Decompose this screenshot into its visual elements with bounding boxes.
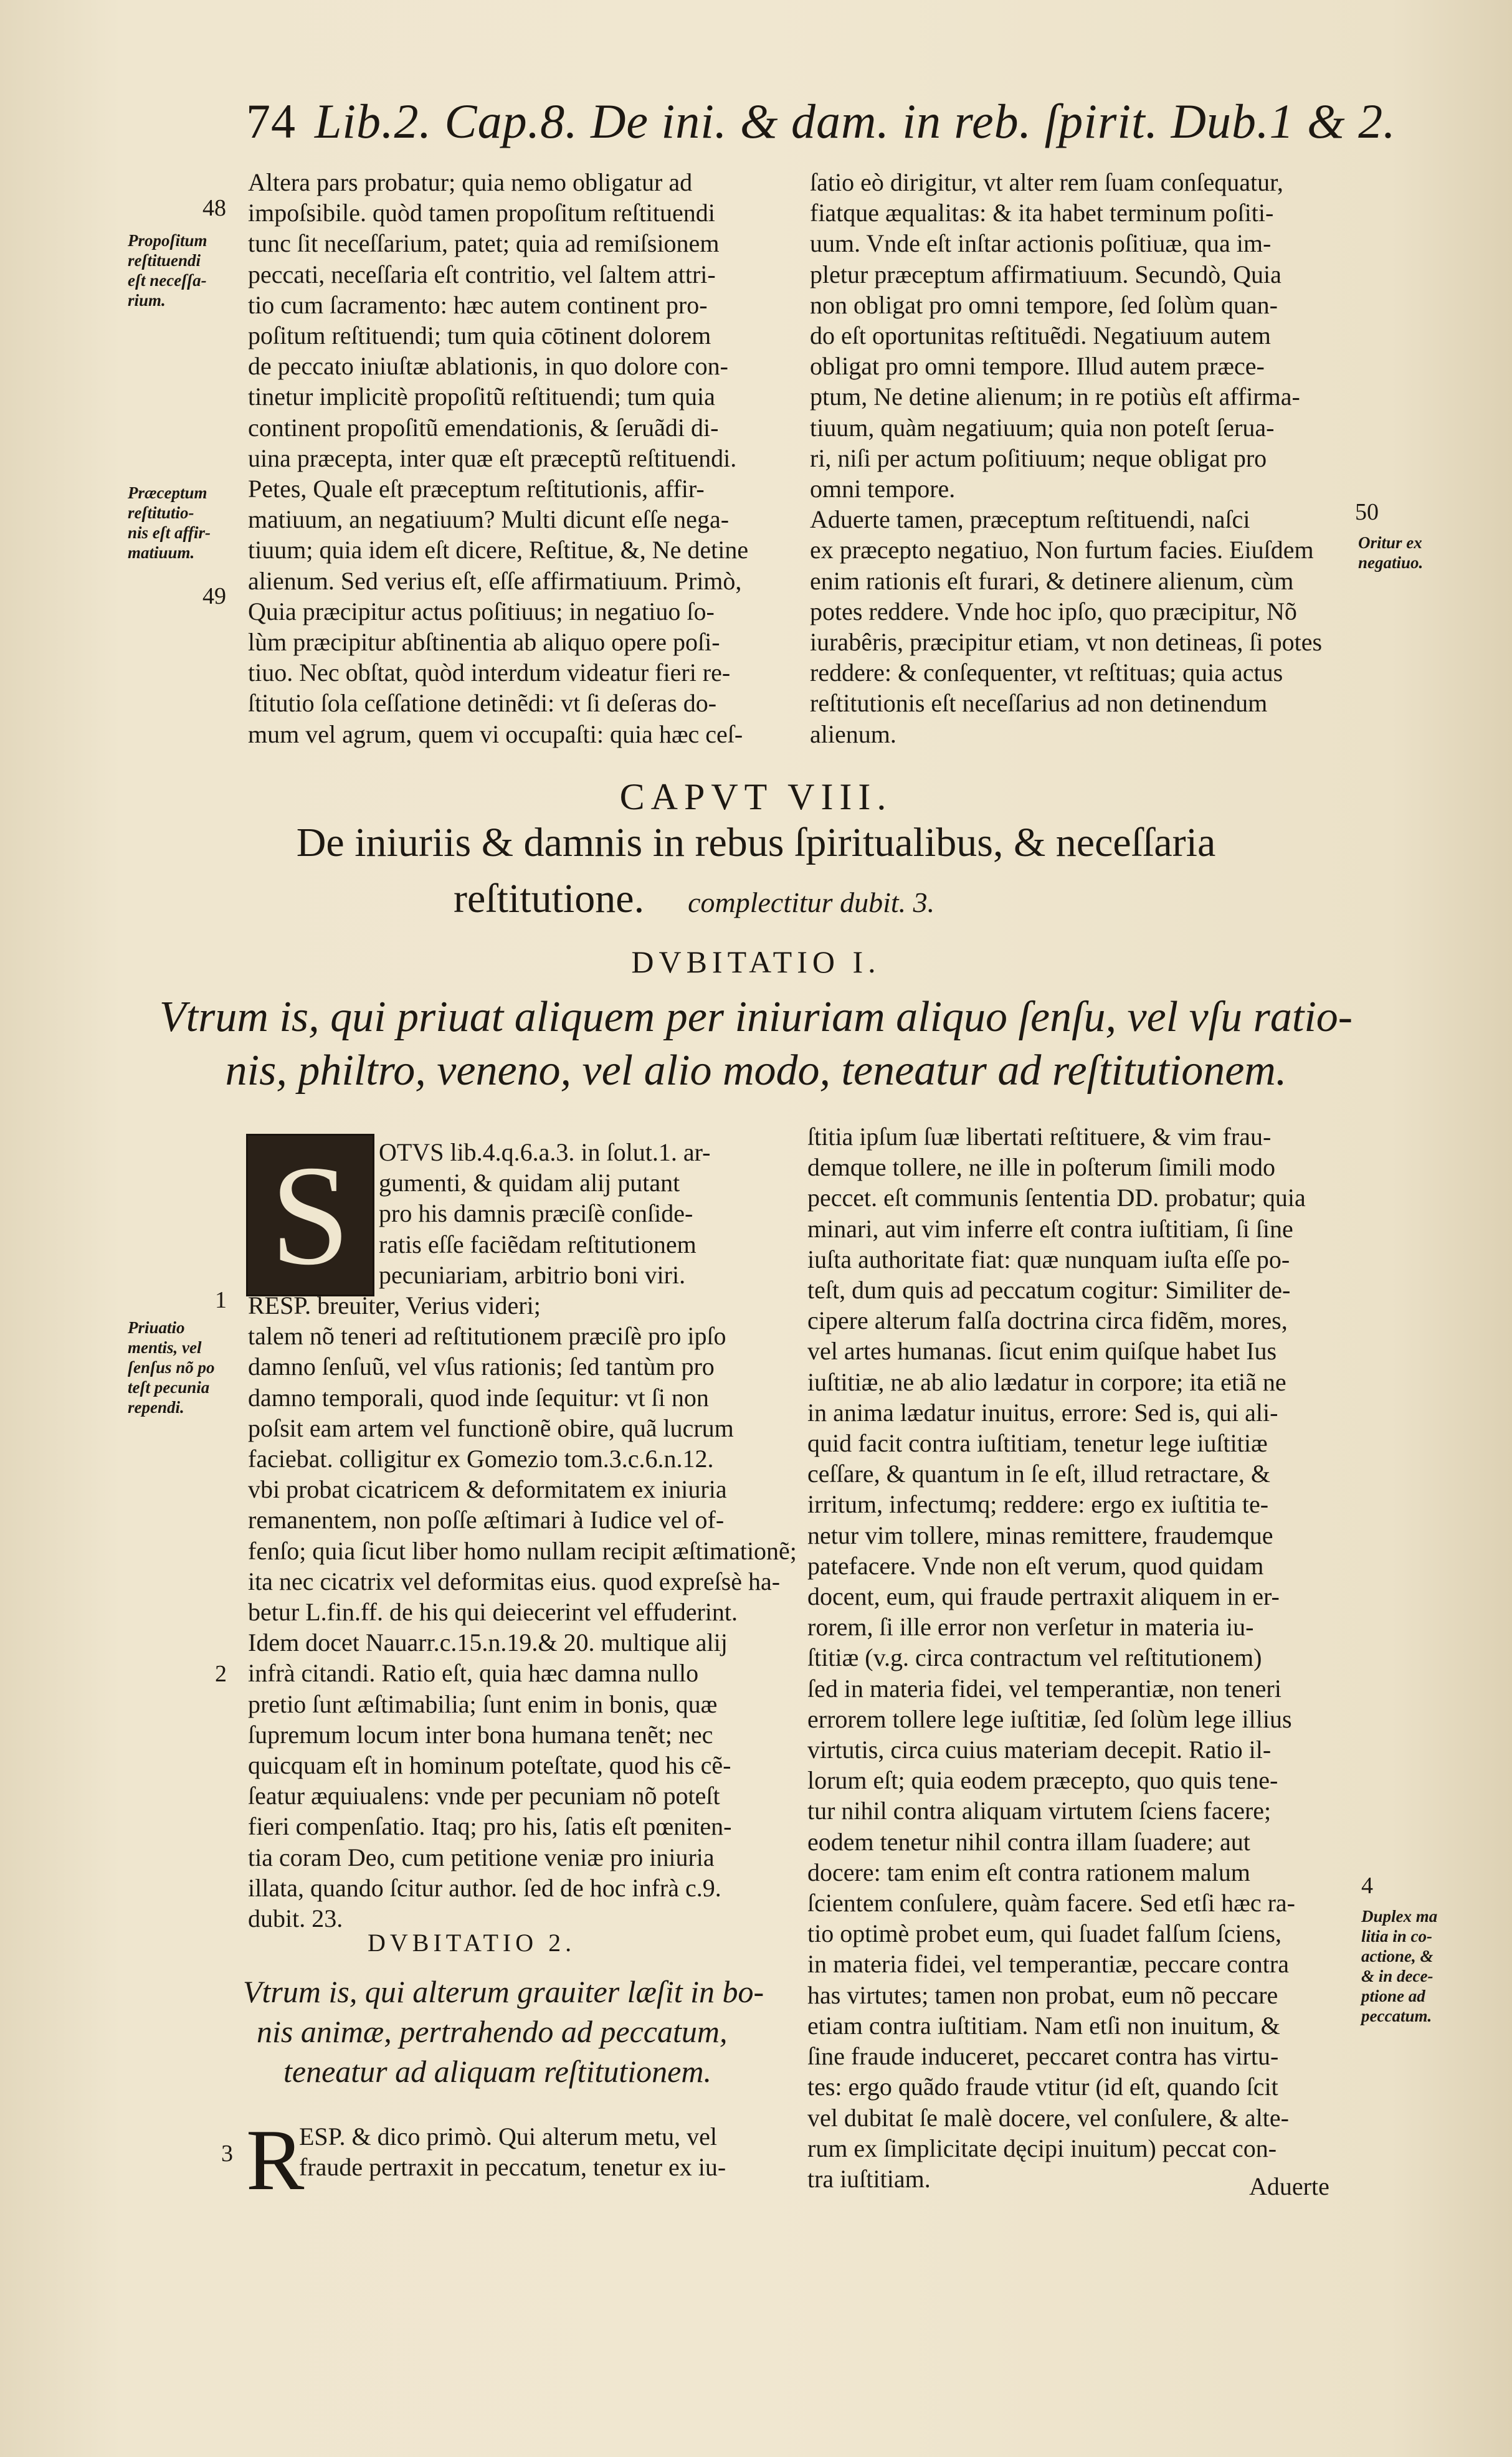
margin-number: 49 <box>202 583 226 609</box>
margin-number: 3 <box>221 2141 233 2167</box>
text-line: pretio ſunt æſtimabilia; ſunt enim in bonis, quæ <box>248 1689 718 1718</box>
dub2-text <box>299 2121 726 2182</box>
text-line: omni tempore. <box>810 475 956 503</box>
decorated-initial: S <box>246 1134 374 1296</box>
text-line: remanentem, non poſſe æſtimari à Iudice vel of- <box>248 1506 725 1534</box>
text-line: damno ſenſuũ, vel vſus rationis; ſed tantùm pro <box>248 1352 715 1381</box>
text-line: quid facit contra iuſtitiam, tenetur lege iuſtitiæ <box>807 1429 1268 1458</box>
text-line: do eſt oportunitas reſtituẽdi. Negatiuum autem <box>810 321 1271 350</box>
dubitatio-question: Vtrum is, qui alterum grauiter læſit in bo- nis animæ, pertrahendo ad peccatum, teneatur ad aliquam reſtitutionem. <box>243 1974 764 2089</box>
text-line: ſtitiæ (v.g. circa contractum vel reſtitutionem) <box>807 1643 1262 1672</box>
margin-note: Propoſitum reſtituendi eſt neceſſa- rium. <box>128 231 207 310</box>
margin-note: Præceptum reſtitutio- nis eſt affir- matiuum. <box>128 483 211 562</box>
text-line: docent, eum, qui fraude pertraxit aliquem in er- <box>807 1582 1280 1611</box>
text-line: quicquam eſt in hominum poteſtate, quod his cẽ- <box>248 1751 731 1780</box>
text-line: patefacere. Vnde non eſt verum, quod quidam <box>807 1551 1264 1580</box>
text-line: pletur præceptum affirmatiuum. Secundò, Quia <box>810 260 1281 288</box>
dubitatio-heading: DVBITATIO 2. <box>368 1929 576 1957</box>
text-line: potes reddere. Vnde hoc ipſo, quo præcipitur, Nõ <box>810 597 1297 625</box>
text-line: faciebat. colligitur ex Gomezio tom.3.c.6.n.12. <box>248 1445 714 1473</box>
text-line: continent propoſitũ emendationis, & ſeruãdi di- <box>248 413 719 442</box>
text-line: vel artes humanas. ſicut enim quiſque habet Ius <box>807 1337 1277 1366</box>
text-line: tes: ergo quãdo fraude vtitur (id eſt, quando ſcit <box>807 2073 1278 2101</box>
text-line: Petes, Quale eſt præceptum reſtitutionis, affir- <box>248 475 705 503</box>
text-line: etiam contra iuſtitiam. Nam etſi non inuitum, & <box>807 2011 1280 2040</box>
text-line: poſitum reſtituendi; tum quia cōtinent dolorem <box>248 321 711 350</box>
text-line: iurabêris, præcipitur etiam, vt non detineas, ſi potes <box>810 628 1323 657</box>
text-line: iuſtitiæ, ne ab alio lædatur in corpore; ita etiã ne <box>807 1367 1286 1396</box>
margin-note: Duplex ma litia in co- actione, & & in dece- ptione ad peccatum. <box>1361 1907 1438 2025</box>
text-line: tiuum; quia idem eſt dicere, Reſtitue, &, Ne detine <box>248 536 749 564</box>
text-line: reddere: & conſequenter, vt reſtituas; quia actus <box>810 658 1283 687</box>
text-line: OTVS lib.4.q.6.a.3. in ſolut.1. ar- <box>379 1138 711 1166</box>
text-line: virtutis, circa cuius materiam decepit. Ratio il- <box>807 1736 1272 1764</box>
text-line: Aduerte tamen, præceptum reſtituendi, naſci <box>810 505 1250 534</box>
margin-note: Priuatio mentis, vel ſenſus nõ po teſt pecunia rependi. <box>128 1318 215 1417</box>
dubitatio-heading: DVBITATIO I. <box>631 944 881 979</box>
text-line: vbi probat cicatricem & deformitatem ex iniuria <box>248 1475 727 1504</box>
text-line: ratis eſſe faciẽdam reſtitutionem <box>379 1230 697 1258</box>
text-line: ſatio eò dirigitur, vt alter rem ſuam conſequatur, <box>810 168 1283 196</box>
text-line: Altera pars probatur; quia nemo obligatur ad <box>248 168 693 196</box>
text-line: ita nec cicatrix vel deformitas eius. quod expreſsè ha- <box>248 1567 781 1595</box>
text-line: tio cum ſacramento: hæc autem continent pro- <box>248 290 708 319</box>
text-line: irritum, infectumq; reddere: ergo ex iuſtitia te- <box>807 1490 1269 1519</box>
text-line: alienum. Sed verius eſt, eſſe affirmatiuum. Primò, <box>248 566 742 595</box>
text-line: uina præcepta, inter quæ eſt præceptũ reſtituendi. <box>248 444 737 472</box>
chapter-scope: complectitur dubit. 3. <box>688 886 935 918</box>
text-line: alienum. <box>810 720 896 748</box>
text-line: enim rationis eſt furari, & detinere alienum, cùm <box>810 566 1294 595</box>
text-line: ſtitutio ſola ceſſatione detinẽdi: vt ſi deſeras do- <box>248 689 717 718</box>
margin-note: Oritur ex negatiuo. <box>1358 533 1424 572</box>
initial-letter: R <box>246 2112 305 2208</box>
margin-number: 1 <box>215 1287 227 1313</box>
text-line: matiuum, an negatiuum? Multi dicunt eſſe nega- <box>248 505 730 534</box>
text-line: fraude pertraxit in peccatum, tenetur ex iu- <box>299 2153 726 2182</box>
upper-right-column <box>810 167 1322 749</box>
chapter-number: CAPVT VIII. <box>619 776 893 817</box>
running-header <box>246 93 1396 150</box>
dubitatio-question: Vtrum is, qui priuat aliquem per iniuriam aliquo ſenſu, vel vſu ratio- nis, philtro, veneno, vel alio modo, teneatur ad reſtitutionem. <box>159 993 1353 1095</box>
text-line: uum. Vnde eſt inſtar actionis poſitiuæ, qua im- <box>810 229 1272 258</box>
lower-left-column-top <box>379 1137 710 1290</box>
text-line: ceſſare, & quantum in ſe eſt, illud retractare, & <box>807 1460 1271 1488</box>
text-line: impoſsibile. quòd tamen propoſitum reſtituendi <box>248 199 715 227</box>
text-line: peccet. eſt communis ſententia DD. probatur; quia <box>807 1184 1306 1212</box>
text-line: obligat pro omni tempore. Illud autem præce- <box>810 352 1265 381</box>
text-line: RESP. breuiter, Verius videri; <box>248 1291 541 1319</box>
lower-right-column <box>807 1121 1306 2194</box>
text-line: reſtitutionis eſt neceſſarius ad non detinendum <box>810 689 1268 718</box>
text-line: netur vim tollere, minas remittere, fraudemque <box>807 1521 1273 1549</box>
text-line: ſupremum locum inter bona humana tenẽt; nec <box>248 1720 713 1749</box>
text-line: in anima lædatur inuitus, errore: Sed is, qui ali- <box>807 1398 1278 1427</box>
margin-number: 48 <box>202 195 226 221</box>
text-line: non obligat pro omni tempore, ſed ſolùm quan- <box>810 290 1278 319</box>
chapter-title-line2: reſtitutione. complectitur dubit. 3. <box>454 876 935 921</box>
text-line: peccati, neceſſaria eſt contritio, vel ſaltem attri- <box>248 260 716 288</box>
text-line: errorem tollere lege iuſtitiæ, ſed ſolùm lege illius <box>807 1704 1292 1733</box>
text-line: tra iuſtitiam. <box>807 2164 931 2193</box>
text-line: lùm præcipitur abſtinentia ab aliquo opere poſi- <box>248 628 720 657</box>
text-line: ſine fraude induceret, peccaret contra has virtu- <box>807 2042 1279 2071</box>
text-line: pecuniariam, arbitrio boni viri. <box>379 1260 686 1289</box>
text-line: ſtitia ipſum ſuæ libertati reſtituere, & vim frau- <box>807 1123 1272 1151</box>
text-line: mum vel agrum, quem vi occupaſti: quia hæc ceſ- <box>248 720 743 748</box>
text-line: infrà citandi. Ratio eſt, quia hæc damna nullo <box>248 1659 699 1688</box>
text-line: tunc ſit neceſſarium, patet; quia ad remiſsionem <box>248 229 720 258</box>
text-line: eodem tenetur nihil contra illam ſuadere; aut <box>807 1827 1250 1856</box>
text-line: has virtutes; tamen non probat, eum nõ peccare <box>807 1980 1278 2009</box>
text-line: rorem, ſi ille error non verſetur in materia iu- <box>807 1613 1254 1642</box>
chapter-title: De iniuriis & damnis in rebus ſpiritualibus, & neceſſaria <box>296 820 1216 865</box>
text-line: rum ex ſimplicitate dęcipi inuitum) peccat con- <box>807 2134 1277 2162</box>
text-line: tinetur implicitè propoſitũ reſtituendi; tum quia <box>248 383 715 411</box>
text-line: dubit. 23. <box>248 1904 343 1933</box>
text-line: poſsit eam artem vel functionẽ obire, quã lucrum <box>248 1414 734 1442</box>
text-line: tiuo. Nec obſtat, quòd interdum videatur fieri re- <box>248 658 731 687</box>
text-line: damno temporali, quod inde ſequitur: vt ſi non <box>248 1383 709 1412</box>
text-line: vel dubitat ſe malè docere, vel conſulere, & alte- <box>807 2103 1289 2132</box>
text-line: de peccato iniuſtæ ablationis, in quo dolore con- <box>248 352 728 381</box>
text-line: illata, quando ſcitur author. ſed de hoc infrà c.9. <box>248 1873 721 1902</box>
page-number: 74 <box>246 94 296 148</box>
text-line: ex præcepto negatiuo, Non furtum facies. Eiuſdem <box>810 536 1314 564</box>
catchword: Aduerte <box>1249 2172 1329 2200</box>
margin-number: 4 <box>1361 1873 1373 1899</box>
upper-left-column <box>248 167 748 749</box>
text-line: tur nihil contra aliquam virtutem ſciens facere; <box>807 1797 1272 1825</box>
text-line: ſeatur æquiualens: vnde per pecuniam nõ poteſt <box>248 1782 720 1810</box>
text-line: docere: tam enim eſt contra rationem malum <box>807 1858 1250 1886</box>
text-line: pro his damnis præciſè conſide- <box>379 1199 693 1228</box>
text-line: demque tollere, ne ille in poſterum ſimili modo <box>807 1153 1275 1182</box>
text-line: fenſo; quia ſicut liber homo nullam recipit æſtimationẽ; <box>248 1536 797 1565</box>
text-line: Quia præcipitur actus poſitiuus; in negatiuo ſo- <box>248 597 715 625</box>
text-line: ri, niſi per actum poſitiuum; neque obligat pro <box>810 444 1267 472</box>
margin-number: 50 <box>1355 499 1379 525</box>
text-line: betur L.fin.ff. de his qui deiecerint vel effuderint. <box>248 1598 738 1627</box>
text-line: tia coram Deo, cum petitione veniæ pro iniuria <box>248 1843 715 1871</box>
text-line: ſed in materia fidei, vel temperantiæ, non teneri <box>807 1674 1281 1703</box>
text-line: cipere alterum falſa doctrina circa fidẽm, mores, <box>807 1306 1288 1335</box>
text-line: lorum eſt; quia eodem præcepto, quo quis tene- <box>807 1766 1278 1795</box>
text-line: tio optimè probet eum, qui ſuadet falſum ſciens, <box>807 1919 1281 1948</box>
text-line: ptum, Ne detine alienum; in re potiùs eſt affirma- <box>810 383 1300 411</box>
text-line: teſt, dum quis ad peccatum cogitur: Similiter de- <box>807 1276 1291 1305</box>
header-title: Lib.2. Cap.8. De ini. & dam. in reb. ſpirit. Dub.1 & 2. <box>315 94 1396 148</box>
text-line: gumenti, & quidam alij putant <box>379 1169 680 1197</box>
text-line: ſcientem conſulere, quàm facere. Sed etſi hæc ra- <box>807 1889 1295 1918</box>
text-line: fieri compenſatio. Itaq; pro his, ſatis eſt pœniten- <box>248 1812 732 1841</box>
text-line: ESP. & dico primò. Qui alterum metu, vel <box>299 2122 718 2150</box>
lower-left-column <box>248 1290 797 1934</box>
text-line: talem nõ teneri ad reſtitutionem præciſè pro ipſo <box>248 1322 726 1351</box>
text-line: fiatque æqualitas: & ita habet terminum poſiti- <box>810 199 1274 227</box>
text-line: Idem docet Nauarr.c.15.n.19.& 20. multique alij <box>248 1628 728 1657</box>
text-line: tiuum, quàm negatiuum; quia non poteſt ſerua- <box>810 413 1275 442</box>
margin-number: 2 <box>215 1661 227 1687</box>
text-line: iuſta authoritate fiat: quæ nunquam iuſta eſſe po- <box>807 1245 1290 1273</box>
text-line: minari, aut vim inferre eſt contra iuſtitiam, ſi ſine <box>807 1214 1293 1243</box>
text-line: in materia fidei, vel temperantiæ, peccare contra <box>807 1950 1289 1979</box>
